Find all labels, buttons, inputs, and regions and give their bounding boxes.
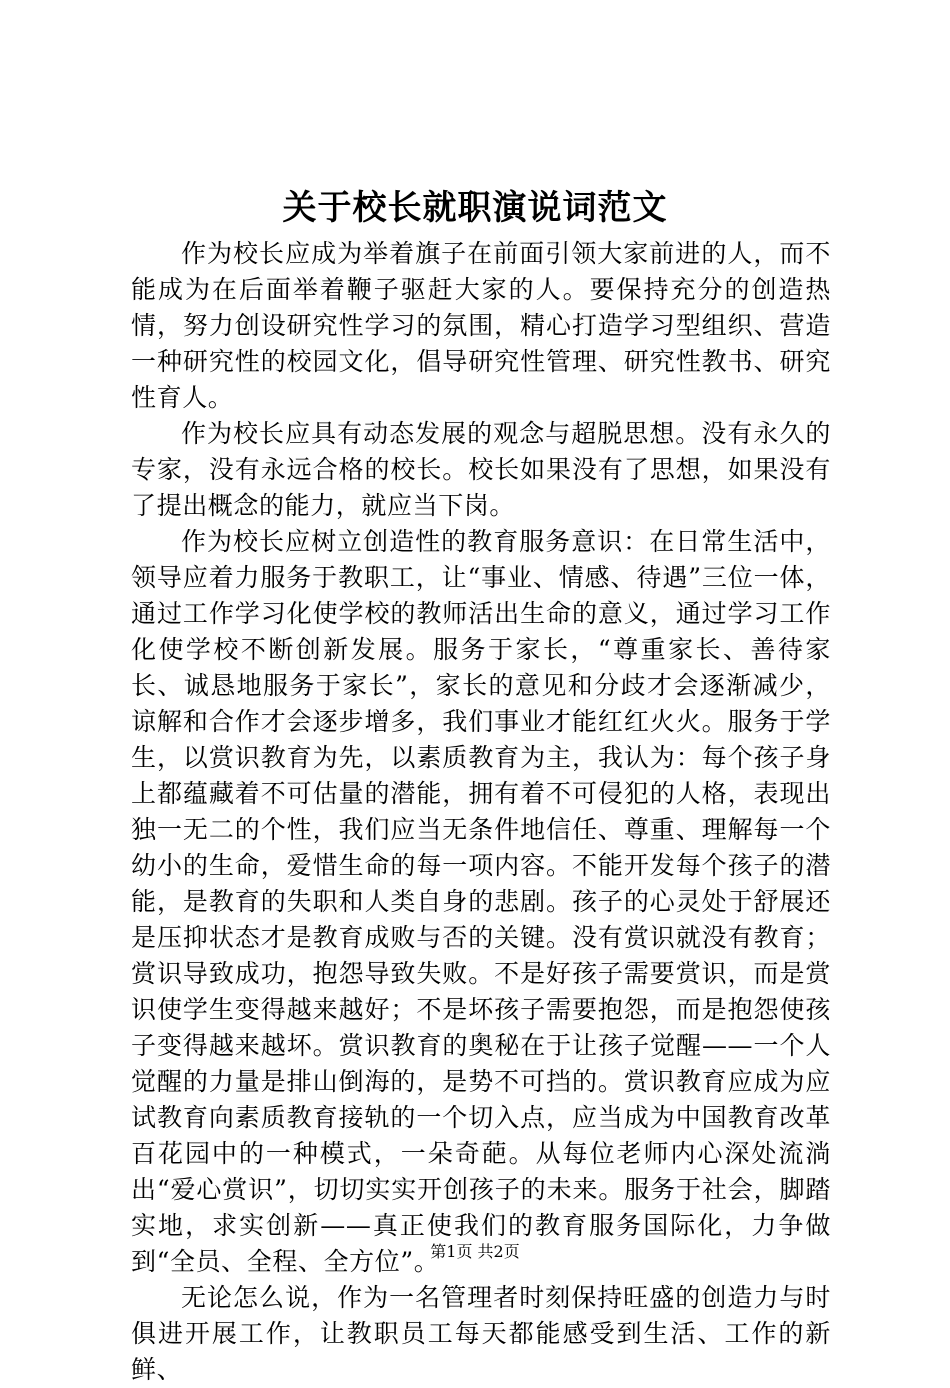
page-footer: 第1页 共2页 (430, 1242, 520, 1261)
paragraph-1: 作为校长应成为举着旗子在前面引领大家前进的人，而不能成为在后面举着鞭子驱赶大家的人。要保持充分的创造热情，努力创设研究性学习的氛围，精心打造学习型组织、营造一种研究性的校园文化，倡导研究性管理、研究性教书、研究性育人。 (131, 239, 831, 412)
paragraph-4: 无论怎么说，作为一名管理者时刻保持旺盛的创造力与时俱进开展工作，让教职员工每天都能感受到生活、工作的新鲜、 (131, 1283, 831, 1384)
paragraph-2: 作为校长应具有动态发展的观念与超脱思想。没有永久的专家，没有永远合格的校长。校长如果没有了思想，如果没有了提出概念的能力，就应当下岗。 (131, 419, 831, 520)
document-body (131, 236, 831, 1388)
paragraph-3: 作为校长应树立创造性的教育服务意识：在日常生活中，领导应着力服务于教职工，让“事业、情感、待遇”三位一体，通过工作学习化使学校的教师活出生命的意义，通过学习工作化使学校不断创新发展。服务于家长，“尊重家长、善待家长、诚恳地服务于家长”，家长的意见和分歧才会逐渐减少，谅解和合作才会逐步增多，我们事业才能红红火火。服务于学生，以赏识教育为先，以素质教育为主，我认为：每个孩子身上都蕴藏着不可估量的潜能，拥有着不可侵犯的人格，表现出独一无二的个性，我们应当无条件地信任、尊重、理解每一个幼小的生命，爱惜生命的每一项内容。不能开发每个孩子的潜能，是教育的失职和人类自身的悲剧。孩子的心灵处于舒展还是压抑状态才是教育成败与否的关键。没有赏识就没有教育；赏识导致成功，抱怨导致失败。不是好孩子需要赏识，而是赏识使学生变得越来越好；不是坏孩子需要抱怨，而是抱怨使孩子变得越来越坏。赏识教育的奥秘在于让孩子觉醒——一个人觉醒的力量是排山倒海的，是势不可挡的。赏识教育应成为应试教育向素质教育接轨的一个切入点，应当成为中国教育改革百花园中的一种模式，一朵奇葩。从每位老师内心深处流淌出“爱心赏识”，切切实实开创孩子的未来。服务于社会，脚踏实地，求实创新——真正使我们的教育服务国际化，力争做到“全员、全程、全方位”。 (131, 527, 831, 1276)
document-title: 关于校长就职演说词范文 (282, 188, 668, 228)
